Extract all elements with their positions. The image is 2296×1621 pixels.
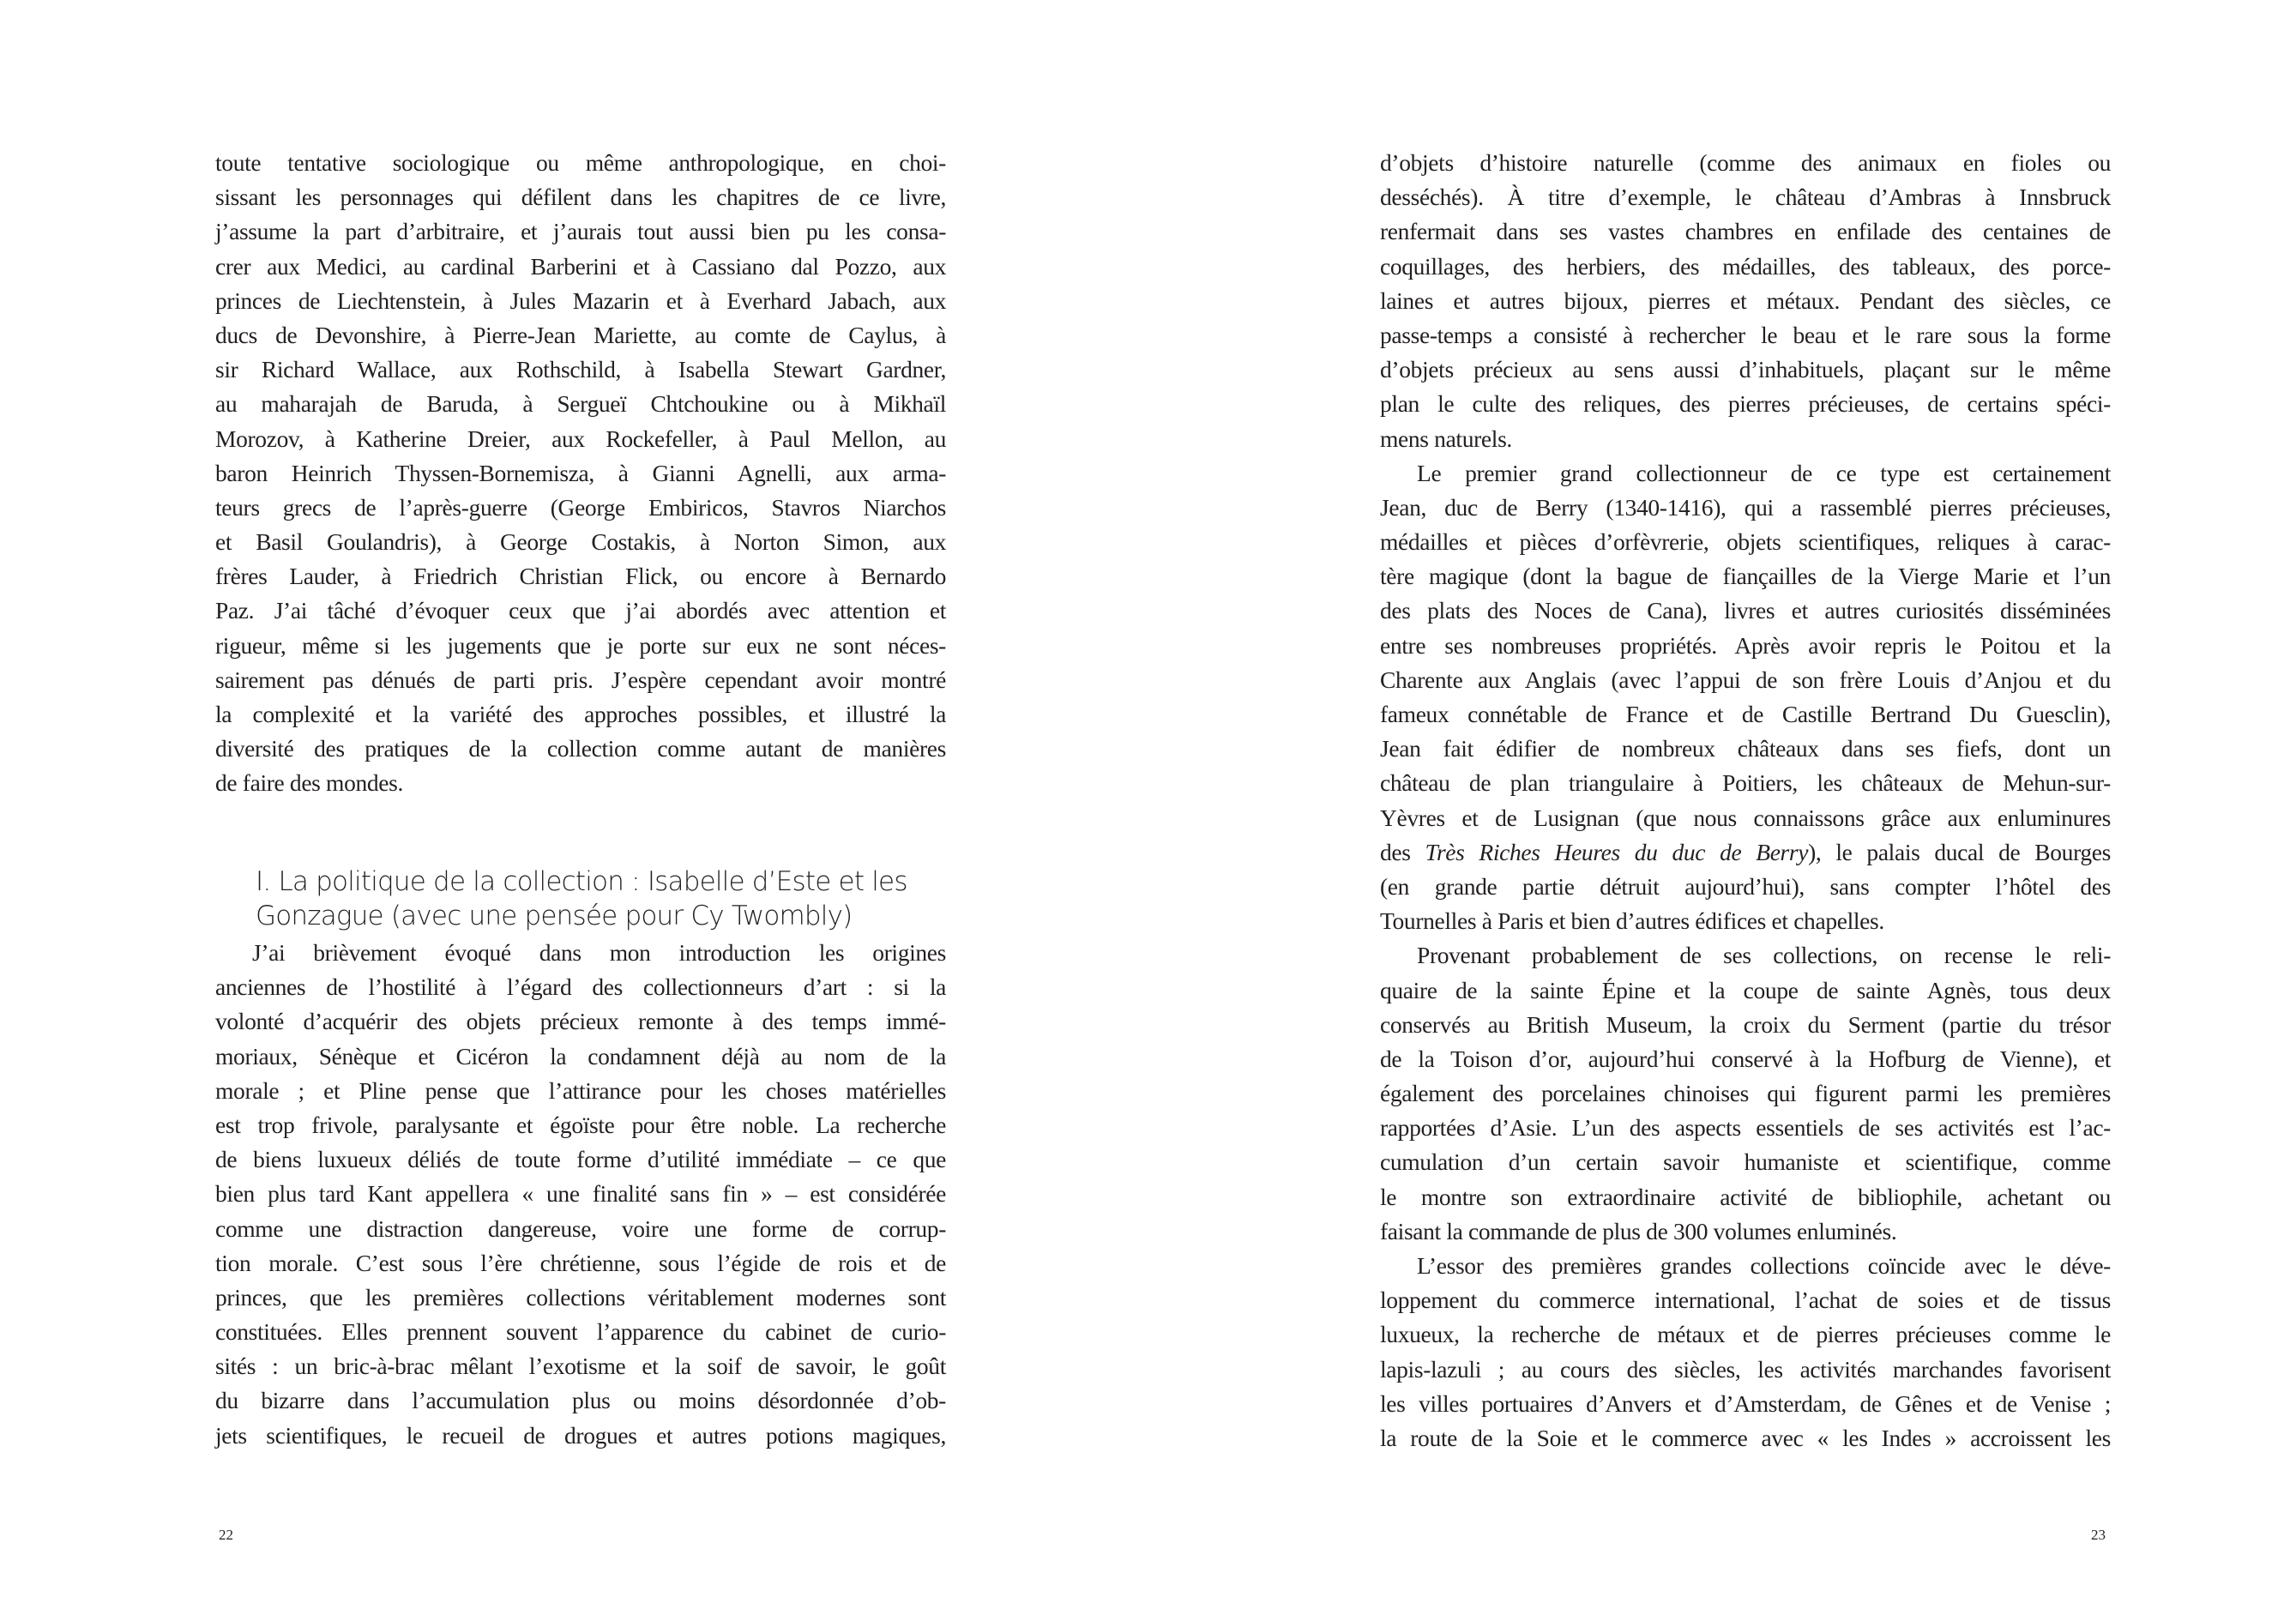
text-line: cumulation d’un certain savoir humaniste et scientifique, comme xyxy=(1380,1148,2111,1176)
paragraph xyxy=(1380,938,2111,1249)
text-line: Charente aux Anglais (avec l’appui de son frère Louis d’Anjou et du xyxy=(1380,666,2111,693)
paragraph xyxy=(215,936,946,1453)
page-number: 23 xyxy=(2091,1527,2106,1543)
right-page xyxy=(1148,0,2295,1621)
text-line: conservés au British Museum, la croix du Serment (partie du trésor xyxy=(1380,1010,2111,1038)
text-line: faisant la commande de plus de 300 volumes enluminés. xyxy=(1380,1217,1897,1244)
text-line: sités : un bric-à-brac mêlant l’exotisme et la soif de savoir, le goût xyxy=(215,1353,946,1380)
text-line: de la Toison d’or, aujourd’hui conservé à la Hofburg de Vienne), et xyxy=(1380,1045,2111,1072)
section-text-column xyxy=(215,936,946,1453)
text-line: anciennes de l’hostilité à l’égard des collectionneurs d’art : si la xyxy=(215,973,946,1001)
text-line: Tournelles à Paris et bien d’autres édifices et chapelles. xyxy=(1380,907,1884,935)
section-heading-line-1: I. La politique de la collection : Isabelle d’Este et les xyxy=(256,866,907,897)
text-line: toute tentative sociologique ou même anthropologique, en choi- xyxy=(215,149,946,176)
text-line: sissant les personnages qui défilent dans les chapitres de ce livre, xyxy=(215,184,946,211)
text-line: plan le culte des reliques, des pierres précieuses, de certains spéci- xyxy=(1380,390,2111,418)
paragraph xyxy=(215,146,946,801)
text-line: (en grande partie détruit aujourd’hui), sans compter l’hôtel des xyxy=(1380,872,2111,900)
paragraph xyxy=(1380,146,2111,456)
text-line: Yèvres et de Lusignan (que nous connaissons grâce aux enluminures xyxy=(1380,804,2111,831)
text-line: luxueux, la recherche de métaux et de pierres précieuses comme le xyxy=(1380,1321,2111,1348)
text-line: Paz. J’ai tâché d’évoquer ceux que j’ai abordés avec attention et xyxy=(215,597,946,624)
text-line: tion morale. C’est sous l’ère chrétienne, sous l’égide de rois et de xyxy=(215,1249,946,1276)
text-line: lapis-lazuli ; au cours des siècles, les activités marchandes favorisent xyxy=(1380,1355,2111,1383)
text-line: J’ai brièvement évoqué dans mon introduction les origines xyxy=(252,939,946,966)
text-line: L’essor des premières grandes collections coïncide avec le déve- xyxy=(1417,1252,2111,1279)
intro-text-column xyxy=(215,146,946,801)
text-line: d’objets d’histoire naturelle (comme des animaux en fioles ou xyxy=(1380,149,2111,176)
text-line: laines et autres bijoux, pierres et métaux. Pendant des siècles, ce xyxy=(1380,286,2111,314)
text-line: moriaux, Sénèque et Cicéron la condamnent déjà au nom de la xyxy=(215,1042,946,1070)
text-line: également des porcelaines chinoises qui figurent parmi les premières xyxy=(1380,1080,2111,1107)
right-text-column xyxy=(1380,146,2111,1455)
text-line: Morozov, à Katherine Dreier, aux Rockefeller, à Paul Mellon, au xyxy=(215,425,946,452)
text-line: coquillages, des herbiers, des médailles, des tableaux, des porce- xyxy=(1380,252,2111,280)
text-line: constituées. Elles prennent souvent l’apparence du cabinet de curio- xyxy=(215,1318,946,1346)
text-line: de biens luxueux déliés de toute forme d’utilité immédiate – ce que xyxy=(215,1146,946,1173)
text-line: ducs de Devonshire, à Pierre-Jean Mariette, au comte de Caylus, à xyxy=(215,321,946,348)
text-line: la complexité et la variété des approches possibles, et illustré la xyxy=(215,701,946,727)
text-line xyxy=(1380,835,2111,870)
text-line: le montre son extraordinaire activité de bibliophile, achetant ou xyxy=(1380,1183,2111,1210)
text-line: diversité des pratiques de la collection comme autant de manières xyxy=(215,735,946,762)
text-line: Jean fait édifier de nombreux châteaux dans ses fiefs, dont un xyxy=(1380,735,2111,762)
text-line: est trop frivole, paralysante et égoïste pour être noble. La recherche xyxy=(215,1111,946,1138)
text-line: j’assume la part d’arbitraire, et j’aurais tout aussi bien pu les consa- xyxy=(215,218,946,245)
text-line: baron Heinrich Thyssen-Bornemisza, à Gianni Agnelli, aux arma- xyxy=(215,459,946,486)
text-line: bien plus tard Kant appellera « une finalité sans fin » – est considérée xyxy=(215,1180,946,1208)
text-segment: ), le palais ducal de Bourges xyxy=(1808,838,2111,865)
text-line: frères Lauder, à Friedrich Christian Flick, ou encore à Bernardo xyxy=(215,563,946,590)
text-line: teurs grecs de l’après-guerre (George Embiricos, Stavros Niarchos xyxy=(215,493,946,521)
text-line: château de plan triangulaire à Poitiers, les châteaux de Mehun-sur- xyxy=(1380,769,2111,797)
text-line: morale ; et Pline pense que l’attirance pour les choses matérielles xyxy=(215,1076,946,1104)
text-line: la route de la Soie et le commerce avec « les Indes » accroissent les xyxy=(1380,1424,2111,1451)
text-line: renfermait dans ses vastes chambres en enfilade des centaines de xyxy=(1380,218,2111,245)
text-line: sir Richard Wallace, aux Rothschild, à Isabella Stewart Gardner, xyxy=(215,356,946,383)
text-line: d’objets précieux au sens aussi d’inhabituels, plaçant sur le même xyxy=(1380,356,2111,383)
section-heading-line-2: Gonzague (avec une pensée pour Cy Twombly) xyxy=(256,901,853,931)
text-line: princes, que les premières collections véritablement modernes sont xyxy=(215,1283,946,1311)
text-line: et Basil Goulandris), à George Costakis, à Norton Simon, aux xyxy=(215,528,946,556)
page-number: 22 xyxy=(219,1527,233,1543)
text-line: crer aux Medici, au cardinal Barberini et à Cassiano dal Pozzo, aux xyxy=(215,252,946,280)
text-line: comme une distraction dangereuse, voire une forme de corrup- xyxy=(215,1214,946,1242)
text-line: fameux connétable de France et de Castille Bertrand Du Guesclin), xyxy=(1380,701,2111,727)
text-line: princes de Liechtenstein, à Jules Mazarin et à Everhard Jabach, aux xyxy=(215,286,946,314)
italic-title: Très Riches Heures du duc de Berry xyxy=(1425,838,1809,865)
section-heading xyxy=(256,865,942,933)
text-line: sairement pas dénués de parti pris. J’espère cependant avoir montré xyxy=(215,666,946,693)
text-line: Jean, duc de Berry (1340-1416), qui a rassemblé pierres précieuses, xyxy=(1380,493,2111,521)
text-line: les villes portuaires d’Anvers et d’Amsterdam, de Gênes et de Venise ; xyxy=(1380,1389,2111,1417)
text-line: de faire des mondes. xyxy=(215,769,404,797)
text-line: passe-temps a consisté à rechercher le beau et le rare sous la forme xyxy=(1380,321,2111,348)
text-line: au maharajah de Baruda, à Sergueï Chtchoukine ou à Mikhaïl xyxy=(215,390,946,418)
paragraph xyxy=(1380,456,2111,939)
text-line: Le premier grand collectionneur de ce type est certainement xyxy=(1417,459,2111,486)
text-segment: des xyxy=(1380,838,1425,865)
text-line: desséchés). À titre d’exemple, le château d’Ambras à Innsbruck xyxy=(1380,184,2111,211)
text-line: quaire de la sainte Épine et la coupe de sainte Agnès, tous deux xyxy=(1380,976,2111,1003)
text-line: Provenant probablement de ses collections, on recense le reli- xyxy=(1417,942,2111,969)
text-line: volonté d’acquérir des objets précieux remonte à des temps immé- xyxy=(215,1008,946,1035)
text-line: loppement du commerce international, l’achat de soies et de tissus xyxy=(1380,1287,2111,1314)
paragraph xyxy=(1380,1249,2111,1455)
text-line: mens naturels. xyxy=(1380,425,1512,452)
text-line: du bizarre dans l’accumulation plus ou moins désordonnée d’ob- xyxy=(215,1387,946,1414)
text-line: entre ses nombreuses propriétés. Après avoir repris le Poitou et la xyxy=(1380,631,2111,659)
text-line: rigueur, même si les jugements que je porte sur eux ne sont néces- xyxy=(215,631,946,659)
text-line: tère magique (dont la bague de fiançailles de la Vierge Marie et l’un xyxy=(1380,563,2111,590)
text-line: rapportées d’Asie. L’un des aspects essentiels de ses activités est l’ac- xyxy=(1380,1114,2111,1142)
text-line: médailles et pièces d’orfèvrerie, objets scientifiques, reliques à carac- xyxy=(1380,528,2111,556)
text-line: jets scientifiques, le recueil de drogues et autres potions magiques, xyxy=(215,1421,946,1449)
text-line: des plats des Noces de Cana), livres et autres curiosités disséminées xyxy=(1380,597,2111,624)
